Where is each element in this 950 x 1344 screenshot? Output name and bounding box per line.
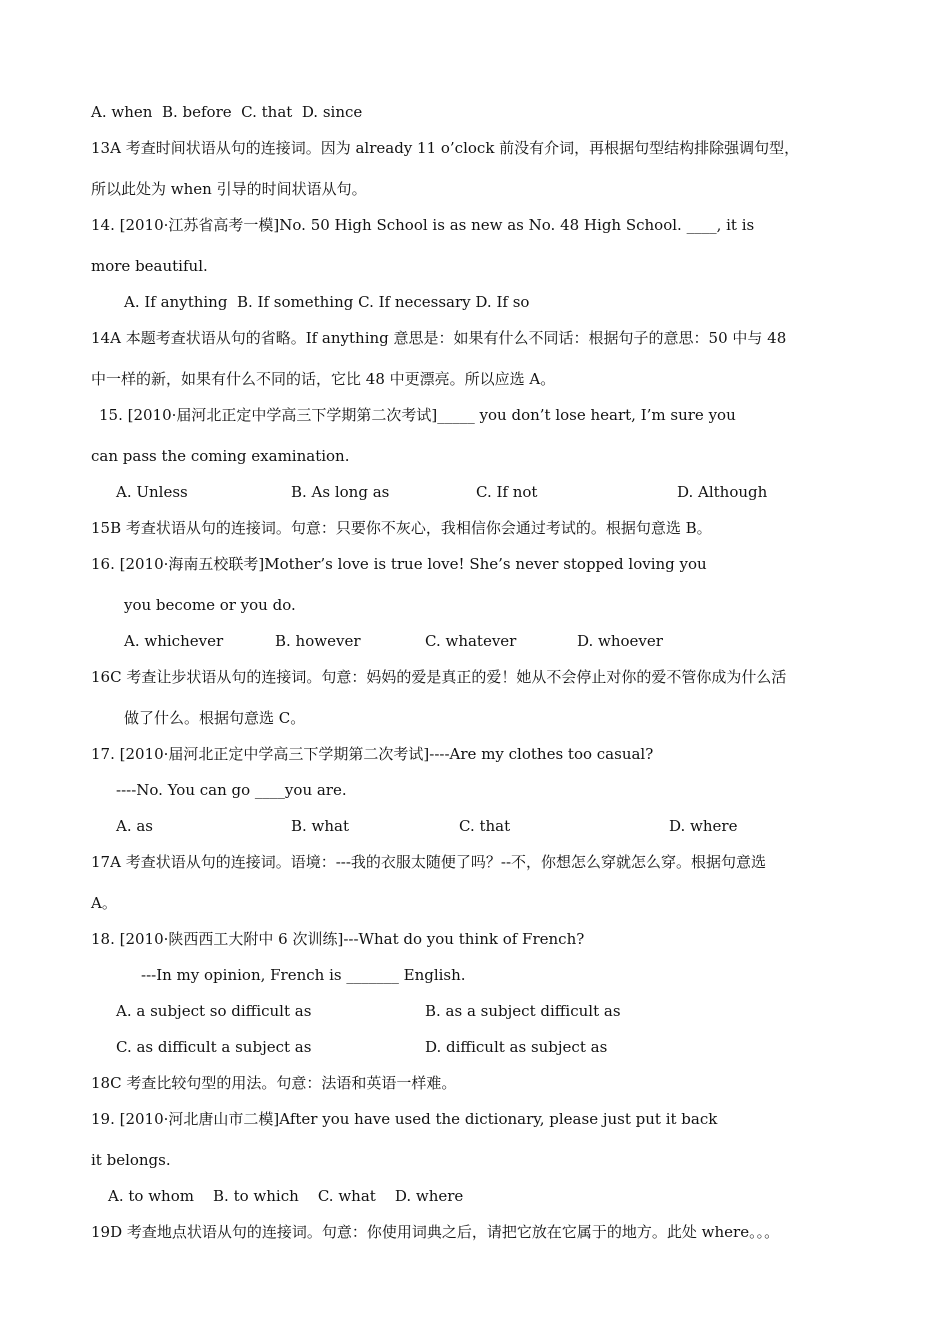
q17-option-d: D. where [669, 817, 738, 835]
q17-stem-line2: ----No. You can go ____you are. [116, 781, 347, 799]
q15-option-d: D. Although [677, 483, 768, 501]
q18-option-d: D. difficult as subject as [425, 1038, 608, 1056]
q18-option-b: B. as a subject difficult as [425, 1002, 621, 1020]
q16-stem-line2: you become or you do. [124, 596, 296, 614]
q16-option-a: A. whichever [124, 632, 224, 650]
q17-explanation-line1: 17A 考查状语从句的连接词。语境：---我的衣服太随便了吗？--不，你想怎么穿就怎么穿。根据句意选 [91, 853, 767, 871]
q14-explanation-line1: 14A 本题考查状语从句的省略。If anything 意思是：如果有什么不同话：根据句子的意思：50 中与 48 [91, 329, 787, 347]
q15-stem-line1: 15. [2010·届河北正定中学高三下学期第二次考试]_____ you don’t lose heart, I’m sure you [99, 406, 736, 424]
q18-options-row2 [0, 1037, 950, 1057]
q18-stem-line1: 18. [2010·陕西西工大附中 6 次训练]---What do you think of French? [91, 930, 585, 948]
q17-option-c: C. that [459, 817, 511, 835]
q18-stem-line2: ---In my opinion, French is _______ English. [141, 966, 466, 984]
q14-explanation-line2: 中一样的新，如果有什么不同的话，它比 48 中更漂亮。所以应选 A。 [91, 370, 556, 388]
q17-stem-line1: 17. [2010·届河北正定中学高三下学期第二次考试]----Are my clothes too casual? [91, 745, 654, 763]
q14-stem-line2: more beautiful. [91, 257, 208, 275]
q16-option-c: C. whatever [425, 632, 517, 650]
q15-options [0, 482, 950, 502]
q16-stem-line1: 16. [2010·海南五校联考]Mother’s love is true love! She’s never stopped loving you [91, 555, 707, 573]
q16-explanation-line2: 做了什么。根据句意选 C。 [124, 709, 306, 727]
q18-option-c: C. as difficult a subject as [116, 1038, 312, 1056]
q16-option-b: B. however [275, 632, 361, 650]
q15-explanation: 15B 考查状语从句的连接词。句意：只要你不灰心，我相信你会通过考试的。根据句意选 B。 [91, 519, 712, 537]
q19-options: A. to whom B. to which C. what D. where [108, 1187, 464, 1205]
q15-option-c: C. If not [476, 483, 538, 501]
q17-options [0, 816, 950, 836]
q18-option-a: A. a subject so difficult as [116, 1002, 312, 1020]
q16-options [0, 631, 950, 651]
q18-explanation: 18C 考查比较句型的用法。句意：法语和英语一样难。 [91, 1074, 457, 1092]
q13-explanation-line2: 所以此处为 when 引导的时间状语从句。 [91, 180, 367, 198]
q19-explanation: 19D 考查地点状语从句的连接词。句意：你使用词典之后，请把它放在它属于的地方。此处 where。。。 [91, 1223, 780, 1241]
q13-explanation-line1: 13A 考查时间状语从句的连接词。因为 already 11 o’clock 前没有介词，再根据句型结构排除强调句型， [91, 139, 800, 157]
q14-options: A. If anything B. If something C. If necessary D. If so [124, 293, 530, 311]
q17-option-b: B. what [291, 817, 350, 835]
q15-stem-line2: can pass the coming examination. [91, 447, 350, 465]
q17-explanation-line2: A。 [91, 894, 117, 912]
q15-option-b: B. As long as [291, 483, 390, 501]
q16-explanation-line1: 16C 考查让步状语从句的连接词。句意：妈妈的爱是真正的爱！她从不会停止对你的爱不管你成为什么活 [91, 668, 787, 686]
q14-stem-line1: 14. [2010·江苏省高考一模]No. 50 High School is as new as No. 48 High School. ____, it is [91, 216, 755, 234]
q13-options: A. when B. before C. that D. since [91, 103, 363, 121]
q18-options-row1 [0, 1001, 950, 1021]
q19-stem-line1: 19. [2010·河北唐山市二模]After you have used the dictionary, please just put it back [91, 1110, 718, 1128]
q16-option-d: D. whoever [577, 632, 663, 650]
q19-stem-line2: it belongs. [91, 1151, 171, 1169]
q17-option-a: A. as [116, 817, 154, 835]
q15-option-a: A. Unless [116, 483, 188, 501]
